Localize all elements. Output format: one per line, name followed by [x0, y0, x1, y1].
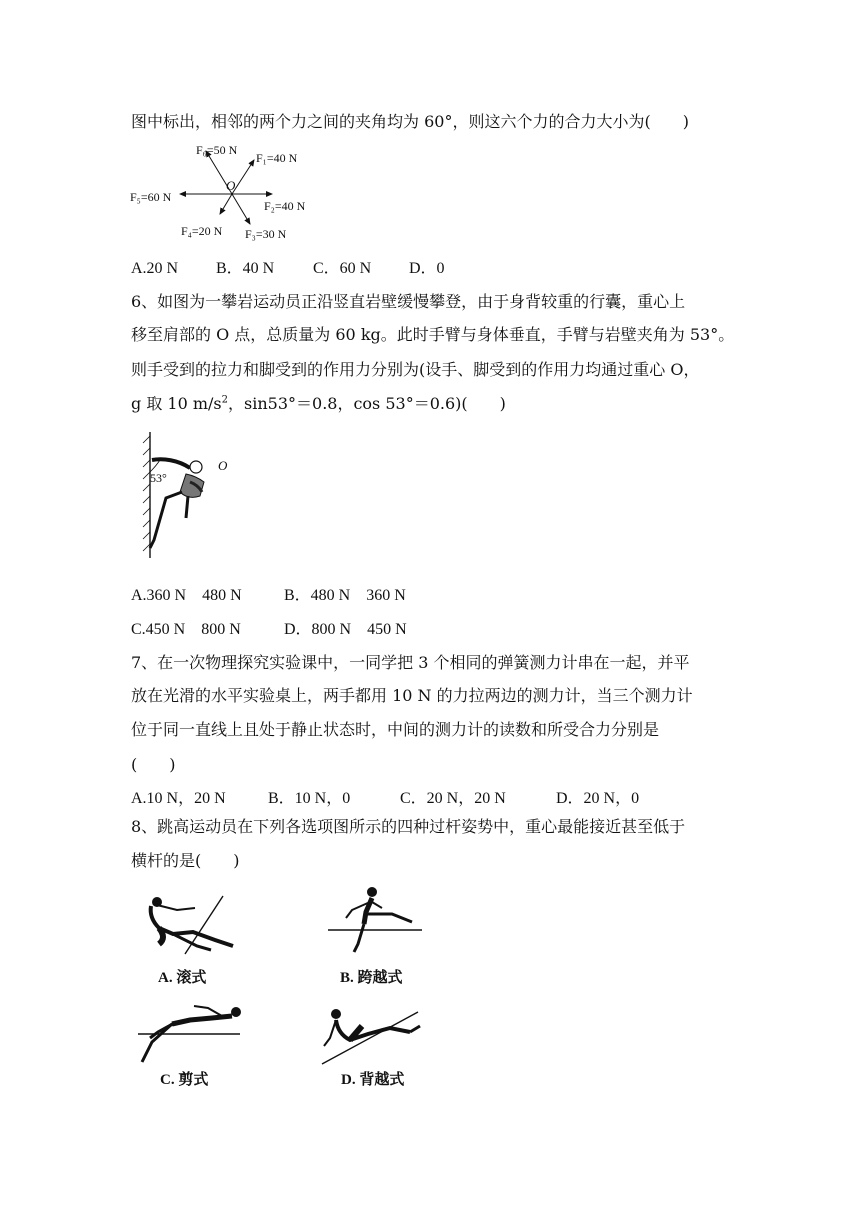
q5-stem: 图中标出，相邻的两个力之间的夹角均为 60°，则这六个力的合力大小为( ): [131, 112, 689, 131]
q7-option-d: D．20 N，0: [556, 790, 640, 807]
q7-option-b: B．10 N，0: [268, 790, 351, 807]
force-diagram: [128, 138, 328, 240]
f6-label: F₆=50 N: [196, 143, 238, 157]
q6-unit-superscript: 2: [221, 394, 229, 406]
q7-option-c: C．20 N，20 N: [400, 790, 506, 807]
f2-label: F₂=40 N: [264, 199, 306, 213]
q5-option-b: B．40 N: [216, 260, 275, 277]
q8-line-2: 横杆的是( ): [131, 851, 240, 870]
high-jump-figure-c: [132, 998, 244, 1066]
q6-line-4: [131, 394, 506, 414]
q7-option-a: A.10 N，20 N: [131, 790, 226, 807]
q7-line-1: 7、在一次物理探究实验课中，一同学把 3 个相同的弹簧测力计串在一起，并平: [131, 653, 690, 672]
q6-line-4-tail: ，sin53°＝0.8，cos 53°＝0.6)( ): [228, 394, 506, 413]
q7-line-2: 放在光滑的水平实验桌上，两手都用 10 N 的力拉两边的测力计，当三个测力计: [131, 686, 693, 705]
q5-option-c: C．60 N: [313, 260, 372, 277]
high-jump-figure-a: [137, 888, 247, 958]
f5-label: F₅=60 N: [130, 190, 172, 204]
high-jump-figure-d: [316, 1004, 426, 1066]
high-jump-figure-b: [326, 884, 428, 954]
caption-d: D. 背越式: [341, 1072, 405, 1088]
q6-line-2: 移至肩部的 O 点，总质量为 60 kg。此时手臂与身体垂直，手臂与岩壁夹角为 53°。: [131, 325, 735, 344]
caption-b: B. 跨越式: [340, 970, 403, 986]
f4-label: F₄=20 N: [181, 224, 223, 238]
q6-line-3: 则手受到的拉力和脚受到的作用力分别为(设手、脚受到的作用力均通过重心 O，: [131, 360, 700, 379]
point-o-label: O: [218, 458, 228, 473]
q7-line-4: ( ): [131, 755, 176, 774]
climber-figure: [138, 430, 248, 562]
q6-line-4-text: g 取 10 m/s: [131, 394, 222, 413]
caption-c: C. 剪式: [160, 1072, 209, 1088]
q5-option-d: D．0: [409, 260, 445, 277]
q6-option-c: C.450 N 800 N: [131, 621, 241, 638]
q6-option-d: D．800 N 450 N: [284, 621, 407, 638]
f3-arrow: [232, 194, 250, 224]
angle-label: 53°: [150, 471, 167, 485]
q8-line-1: 8、跳高运动员在下列各选项图所示的四种过杆姿势中，重心最能接近甚至低于: [131, 817, 686, 836]
q6-option-b: B．480 N 360 N: [284, 587, 406, 604]
q7-line-3: 位于同一直线上且处于静止状态时，中间的测力计的读数和所受合力分别是: [131, 720, 660, 739]
q6-option-a: A.360 N 480 N: [131, 587, 242, 604]
caption-a: A. 滚式: [158, 970, 207, 986]
center-o-label: O: [226, 178, 236, 193]
q5-option-a: A.20 N: [131, 260, 179, 277]
q6-line-1: 6、如图为一攀岩运动员正沿竖直岩壁缓慢攀登，由于身背较重的行囊，重心上: [131, 292, 686, 311]
f1-label: F₁=40 N: [256, 151, 298, 165]
f4-arrow: [220, 194, 232, 214]
f3-label: F₃=30 N: [245, 227, 287, 241]
